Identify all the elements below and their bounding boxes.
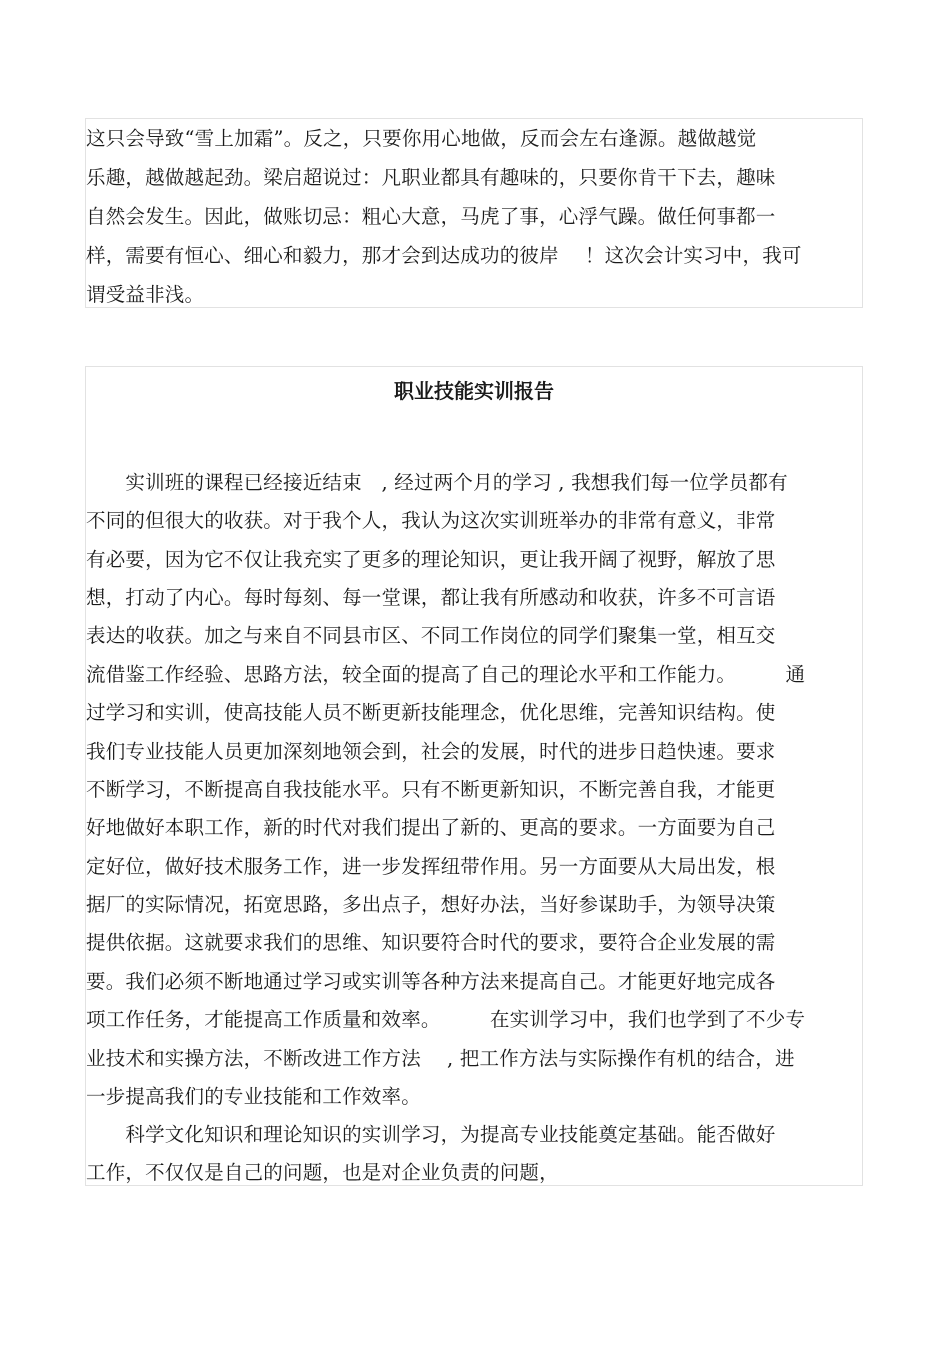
paragraph-line: 提供依据。这就要求我们的思维、知识要符合时代的要求，要符合企业发展的需 bbox=[86, 931, 776, 954]
paragraph-line: 不同的但很大的收获。对于我个人，我认为这次实训班举办的非常有意义，非常 bbox=[86, 509, 776, 532]
paragraph-line: 有必要，因为它不仅让我充实了更多的理论知识，更让我开阔了视野，解放了思 bbox=[86, 548, 776, 571]
paragraph-line: 要。我们必须不断地通过学习或实训等各种方法来提高自己。才能更好地完成各 bbox=[86, 970, 776, 993]
paragraph-line: 自然会发生。因此，做账切忌：粗心大意，马虎了事，心浮气躁。做任何事都一 bbox=[86, 205, 776, 228]
paragraph-line: 好地做好本职工作，新的时代对我们提出了新的、更高的要求。一方面要为自己 bbox=[86, 816, 776, 839]
text-block-continuation bbox=[85, 118, 863, 308]
paragraph-line: 不断学习，不断提高自我技能水平。只有不断更新知识，不断完善自我，才能更 bbox=[86, 778, 776, 801]
paragraph-line: 样，需要有恒心、细心和毅力，那才会到达成功的彼岸 ！这次会计实习中，我可 bbox=[86, 244, 802, 267]
paragraph-line: 流借鉴工作经验、思路方法，较全面的提高了自己的理论水平和工作能力。 通 bbox=[86, 663, 806, 686]
paragraph-line: 表达的收获。加之与来自不同县市区、不同工作岗位的同学们聚集一堂，相互交 bbox=[86, 624, 776, 647]
paragraph-line: 定好位，做好技术服务工作，进一步发挥纽带作用。另一方面要从大局出发，根 bbox=[86, 855, 776, 878]
paragraph-line: 据厂的实际情况，拓宽思路，多出点子，想好办法，当好参谋助手，为领导决策 bbox=[86, 893, 776, 916]
paragraph-line: 项工作任务，才能提高工作质量和效率。 在实训学习中，我们也学到了不少专 bbox=[86, 1008, 806, 1031]
paragraph-line: 谓受益非浅。 bbox=[86, 283, 205, 306]
paragraph-line: 科学文化知识和理论知识的实训学习，为提高专业技能奠定基础。能否做好 bbox=[86, 1123, 776, 1146]
paragraph-line: 这只会导致“雪上加霜”。反之，只要你用心地做，反而会左右逢源。越做越觉 bbox=[86, 127, 757, 150]
paragraph-line: 乐趣，越做越起劲。梁启超说过：凡职业都具有趣味的，只要你肯干下去，趣味 bbox=[86, 166, 776, 189]
paragraph-line: 想，打动了内心。每时每刻、每一堂课，都让我有所感动和收获，许多不可言语 bbox=[86, 586, 776, 609]
paragraph-line: 业技术和实操方法，不断改进工作方法 , 把工作方法与实际操作有机的结合，进 bbox=[86, 1047, 795, 1070]
paragraph-line: 实训班的课程已经接近结束 , 经过两个月的学习 , 我想我们每一位学员都有 bbox=[86, 471, 788, 494]
paragraph-line: 工作，不仅仅是自己的问题，也是对企业负责的问题， bbox=[86, 1161, 559, 1184]
paragraph-line: 我们专业技能人员更加深刻地领会到，社会的发展，时代的进步日趋快速。要求 bbox=[86, 740, 776, 763]
paragraph-line: 一步提高我们的专业技能和工作效率。 bbox=[86, 1085, 421, 1108]
report-section bbox=[85, 366, 863, 1186]
report-title: 职业技能实训报告 bbox=[394, 379, 554, 403]
paragraph-line: 过学习和实训，使高技能人员不断更新技能理念，优化思维，完善知识结构。使 bbox=[86, 701, 776, 724]
